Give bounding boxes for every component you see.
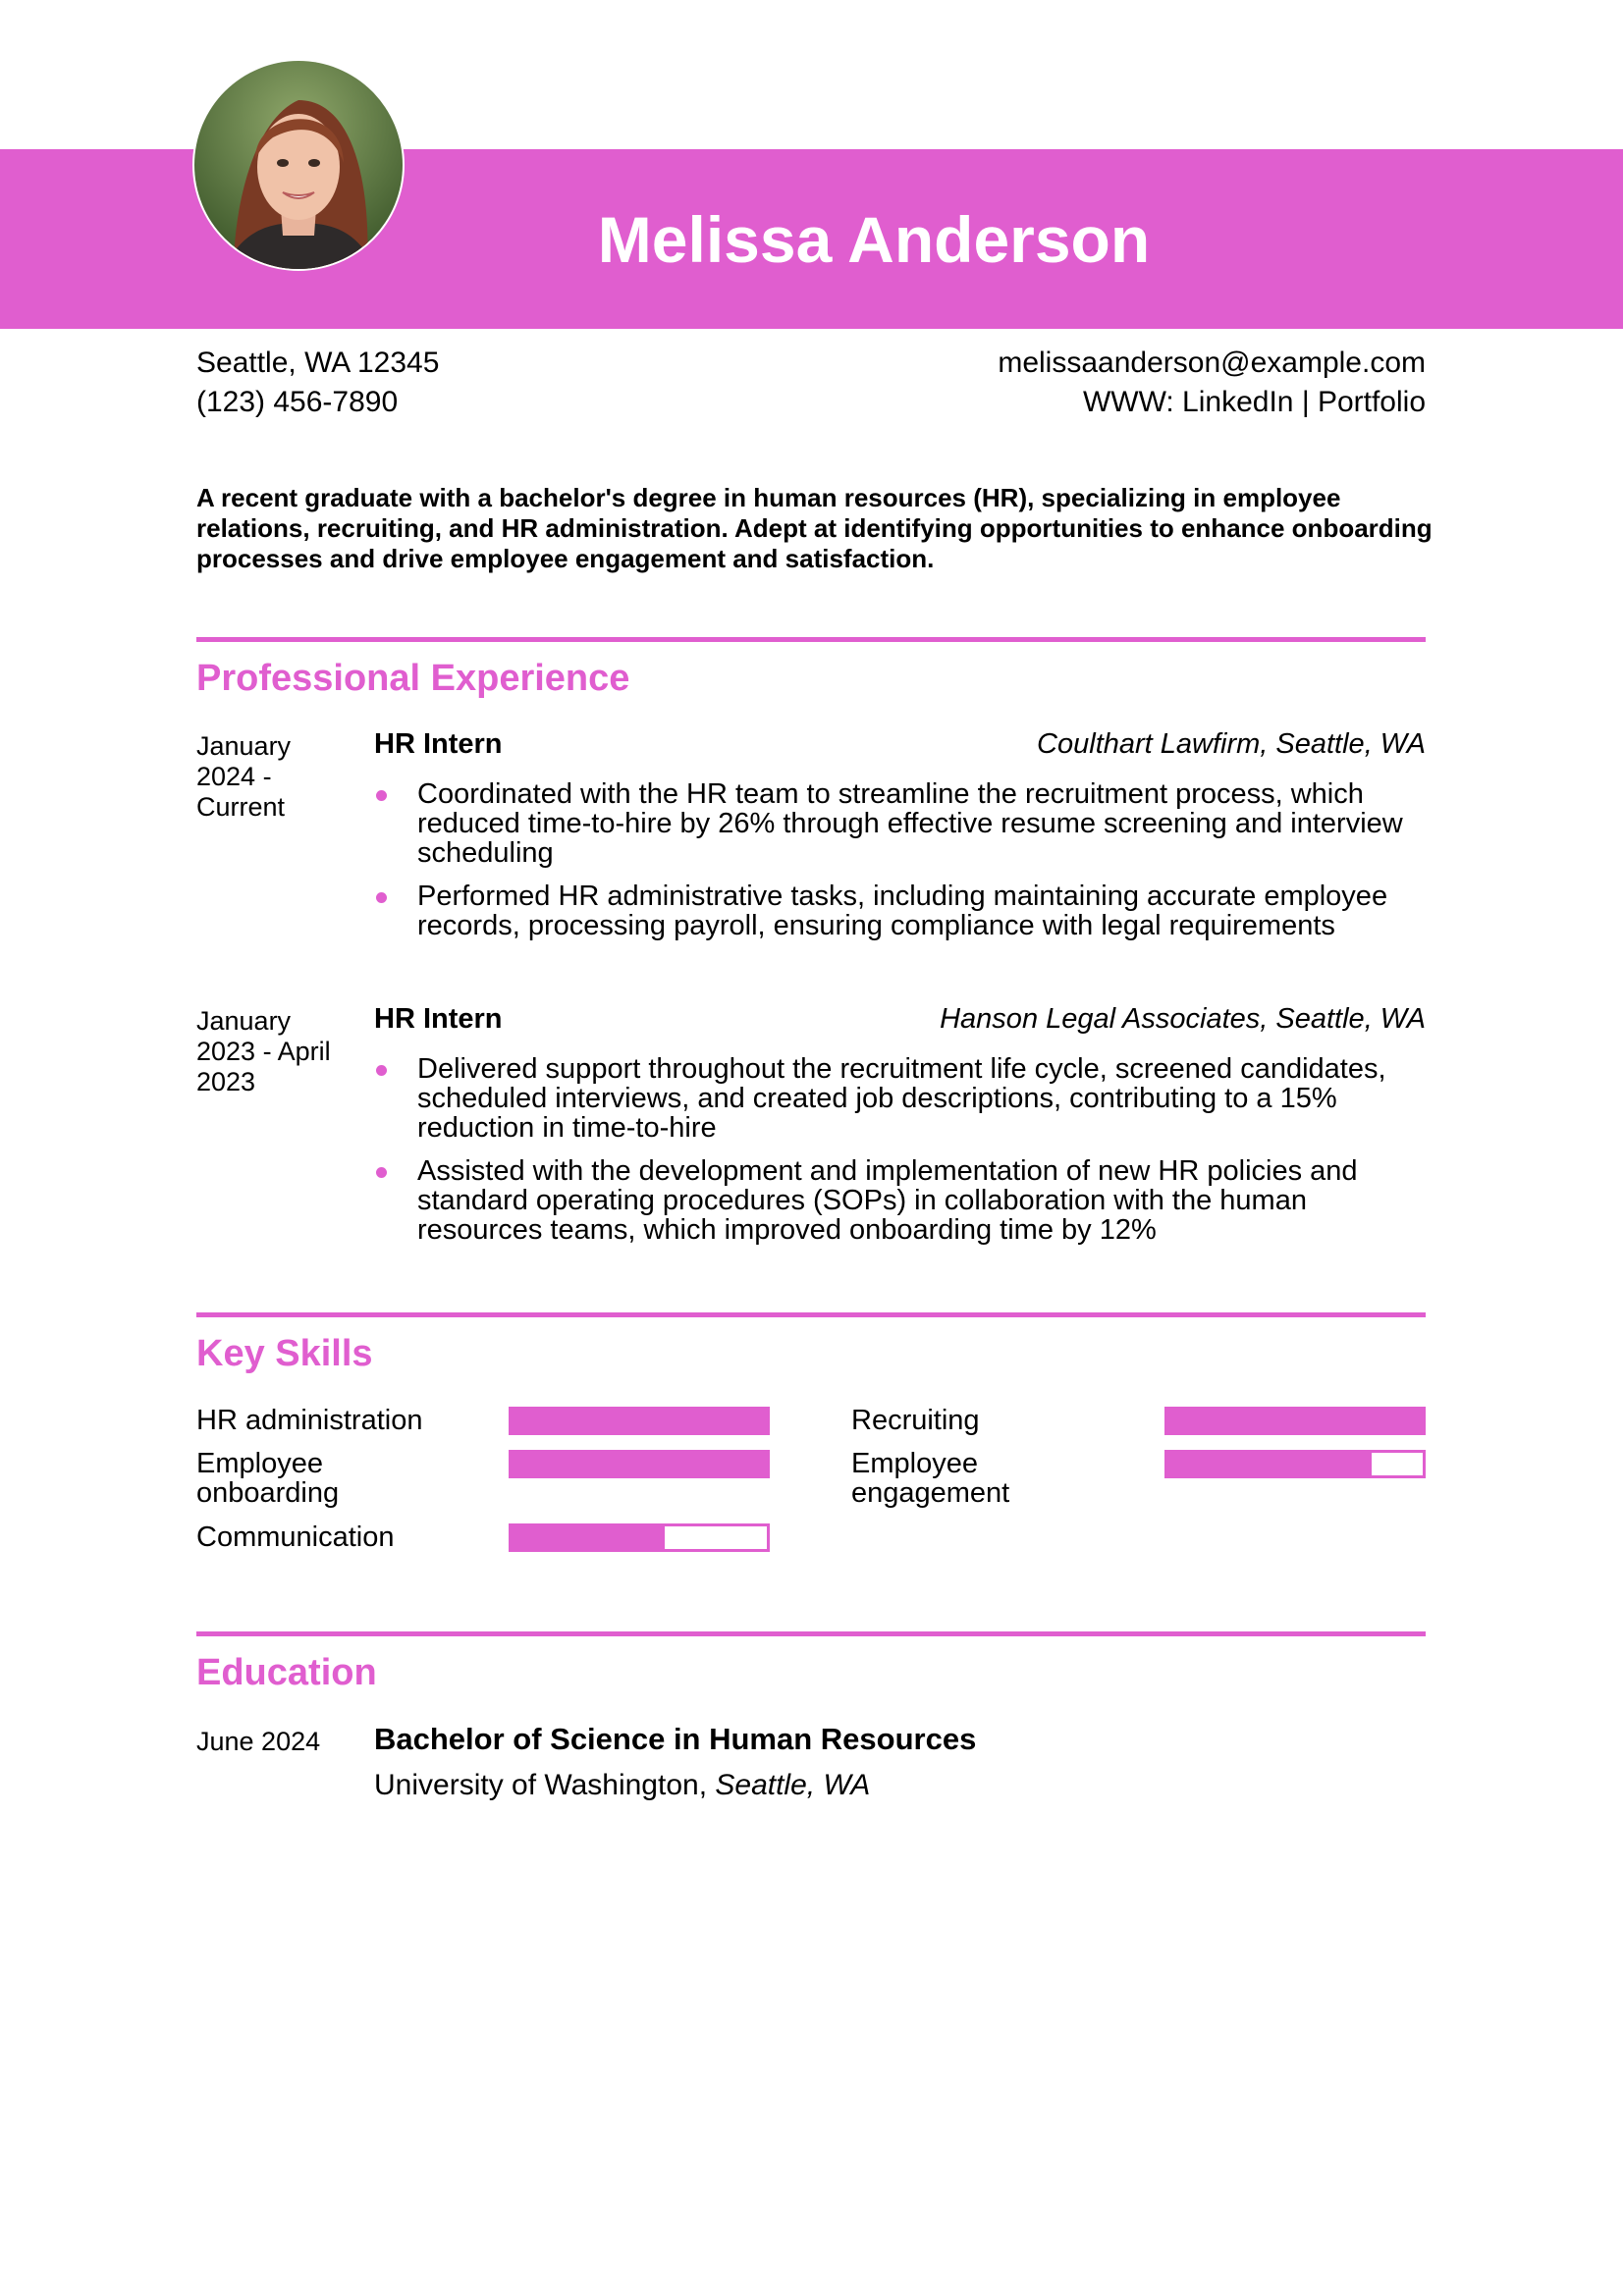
degree-title: Bachelor of Science in Human Resources: [374, 1722, 977, 1756]
skill-bar: [1164, 1407, 1426, 1435]
skill-bar: [1164, 1450, 1426, 1478]
job-date: January 2024 - Current: [196, 731, 292, 822]
skill-bar: [509, 1450, 770, 1478]
skill-bar-fill: [512, 1453, 767, 1475]
job-company: Coulthart Lawfirm, Seattle, WA: [1037, 728, 1426, 760]
skill-label: Employee onboarding: [196, 1448, 340, 1509]
job-bullet: Coordinated with the HR team to streamline the recruitment process, which reduced time-to-hire by 26% through effective resume screening and interview scheduling: [374, 779, 1430, 868]
education-date: June 2024: [196, 1727, 321, 1756]
location-text: Seattle, WA 12345: [196, 347, 440, 379]
section-divider: [196, 637, 1426, 642]
web-links[interactable]: WWW: LinkedIn | Portfolio: [1082, 386, 1426, 418]
skill-bar-fill: [512, 1526, 665, 1549]
skill-label: Employee engagement: [851, 1448, 1010, 1509]
skill-label: HR administration: [196, 1405, 423, 1436]
job-title: HR Intern: [374, 728, 503, 760]
summary: A recent graduate with a bachelor's degree in human resources (HR), specializing in employee relations, recruiting, and HR administration. Adept at identifying opportunities to enhance onboarding processes and drive employee engagement and satisfaction.: [196, 483, 1433, 573]
job-bullets: [374, 779, 1430, 954]
skill-bar: [509, 1523, 770, 1552]
education-heading: Education: [196, 1652, 377, 1693]
skill-bar: [509, 1407, 770, 1435]
contact-right: [884, 344, 1426, 422]
job-bullet: Delivered support throughout the recruitment life cycle, screened candidates, scheduled interviews, and created job descriptions, contributing to a 15% reduction in time-to-hire: [374, 1054, 1430, 1143]
job-company: Hanson Legal Associates, Seattle, WA: [940, 1003, 1426, 1035]
job-bullets: [374, 1054, 1430, 1258]
phone-text: (123) 456-7890: [196, 386, 399, 418]
section-divider: [196, 1631, 1426, 1636]
skills-heading: Key Skills: [196, 1333, 373, 1374]
job-bullet: Performed HR administrative tasks, including maintaining accurate employee records, processing payroll, ensuring compliance with legal requirements: [374, 881, 1430, 940]
candidate-name: Melissa Anderson: [597, 203, 1151, 276]
job-bullet: Assisted with the development and implementation of new HR policies and standard operating procedures (SOPs) in collaboration with the human resources teams, which improved onboarding time by 12%: [374, 1156, 1430, 1245]
contact-left: [196, 344, 439, 422]
school-name: University of Washington,: [374, 1769, 708, 1801]
section-divider: [196, 1312, 1426, 1317]
skill-label: Recruiting: [851, 1405, 980, 1436]
email-link[interactable]: melissaanderson@example.com: [998, 347, 1426, 379]
skill-bar-fill: [512, 1410, 767, 1432]
skill-bar-fill: [1167, 1410, 1423, 1432]
skill-bar-fill: [1167, 1453, 1372, 1475]
school-line: [374, 1767, 870, 1804]
skill-label: Communication: [196, 1522, 395, 1553]
profile-photo: [194, 61, 403, 269]
job-title: HR Intern: [374, 1003, 503, 1035]
experience-heading: Professional Experience: [196, 658, 630, 699]
school-location: Seattle, WA: [715, 1769, 871, 1801]
job-date: January 2023 - April 2023: [196, 1006, 331, 1096]
